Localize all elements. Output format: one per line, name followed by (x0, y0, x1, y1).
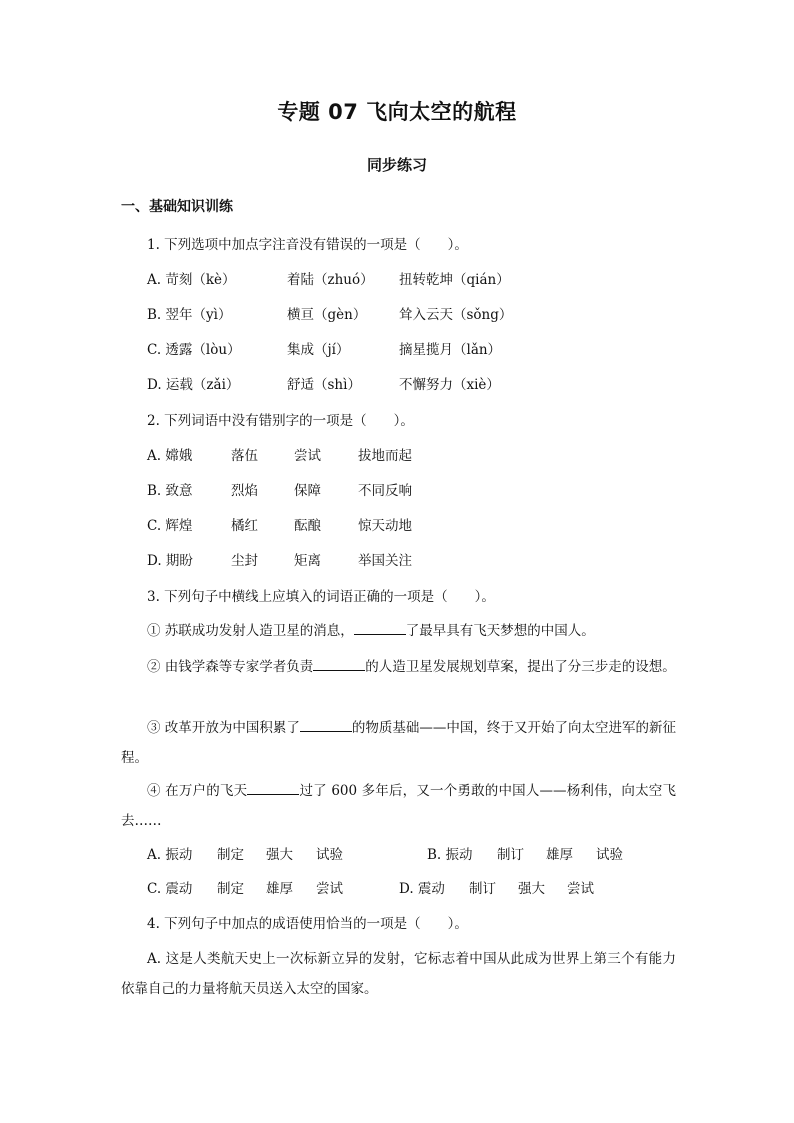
q3-option-d-2: 制订 (469, 881, 496, 897)
q3-option-a-2: 制定 (217, 847, 244, 863)
fill-blank (313, 656, 365, 671)
q1-option-b-2: 横亘（gèn） (287, 307, 367, 323)
q3-option-b-2: 制订 (497, 847, 524, 863)
q4-option-a: A. 这是人类航天史上一次标新立异的发射，它标志着中国从此成为世界上第三个有能力依靠自己的力量将航天员送入太空的国家。 (121, 951, 676, 997)
q1-option-b-3: 耸入云天（sǒng） (399, 307, 513, 323)
q2-option-c-2: 橘红 (231, 518, 258, 534)
q3-s4-part-a: ④ 在万户的飞天 (147, 783, 248, 799)
q3-option-c-4: 尝试 (316, 881, 343, 897)
question-2-stem: 2. 下列词语中没有错别字的一项是（ ）。 (147, 413, 414, 429)
q3-sentence-2 (121, 652, 676, 682)
q2-option-b-3: 保障 (294, 483, 321, 499)
q2-option-c-3: 酝酿 (294, 518, 321, 534)
q2-option-d-4: 举国关注 (358, 553, 412, 569)
fill-blank (247, 780, 299, 795)
q3-option-d-1: D. 震动 (399, 881, 445, 897)
q3-option-a-4: 试验 (316, 847, 343, 863)
section-heading: 一、基础知识训练 (121, 199, 233, 215)
page-title: 专题 07 飞向太空的航程 (277, 100, 517, 124)
question-3-stem: 3. 下列句子中横线上应填入的词语正确的一项是（ ）。 (147, 589, 495, 605)
question-1-stem: 1. 下列选项中加点字注音没有错误的一项是（ ）。 (147, 237, 468, 253)
q2-option-d-2: 尘封 (231, 553, 258, 569)
q3-option-d-3: 强大 (518, 881, 545, 897)
q1-option-d-1: D. 运载（zǎi） (147, 377, 240, 393)
q1-option-a-1: A. 苛刻（kè） (147, 272, 236, 288)
q2-option-b-2: 烈焰 (231, 483, 258, 499)
question-4-stem: 4. 下列句子中加点的成语使用恰当的一项是（ ）。 (147, 916, 468, 932)
q3-option-a-1: A. 振动 (147, 847, 193, 863)
q3-option-b-4: 试验 (596, 847, 623, 863)
q1-option-d-3: 不懈努力（xiè） (399, 377, 500, 393)
q2-option-b-1: B. 致意 (147, 483, 193, 499)
q3-option-c-3: 雄厚 (266, 881, 293, 897)
page-subtitle: 同步练习 (366, 156, 427, 174)
q3-option-c-1: C. 震动 (147, 881, 193, 897)
q3-s3-part-b: 的物质基础——中国，终于又开始了向太空进军的新征程。 (121, 720, 677, 766)
q3-option-d-4: 尝试 (567, 881, 594, 897)
q3-option-b-1: B. 振动 (427, 847, 473, 863)
q1-option-c-1: C. 透露（lòu） (147, 342, 241, 358)
q3-s1-part-b: 了最早具有飞天梦想的中国人。 (405, 623, 595, 639)
q2-option-a-2: 落伍 (231, 448, 258, 464)
q3-s4-part-b: 过了 600 多年后，又一个勇敢的中国人——杨利伟，向太空飞去…… (121, 783, 676, 829)
q2-option-c-1: C. 辉煌 (147, 518, 193, 534)
q1-option-a-3: 扭转乾坤（qián） (399, 272, 510, 288)
q2-option-a-1: A. 嫦娥 (147, 448, 193, 464)
fill-blank (354, 620, 406, 635)
q2-option-a-4: 拔地而起 (358, 448, 412, 464)
q3-s3-part-a: ③ 改革开放为中国积累了 (147, 720, 300, 736)
q3-sentence-1 (121, 616, 676, 646)
q3-sentence-3 (121, 713, 676, 773)
q1-option-b-1: B. 翌年（yì） (147, 307, 232, 323)
q3-option-a-3: 强大 (266, 847, 293, 863)
q1-option-d-2: 舒适（shì） (287, 377, 361, 393)
q1-option-a-2: 着陆（zhuó） (287, 272, 374, 288)
q2-option-d-3: 矩离 (294, 553, 321, 569)
q3-sentence-4 (121, 776, 676, 836)
q1-option-c-3: 摘星揽月（lǎn） (399, 342, 502, 358)
q3-s1-part-a: ① 苏联成功发射人造卫星的消息， (147, 623, 354, 639)
q2-option-b-4: 不同反响 (358, 483, 412, 499)
q3-option-b-3: 雄厚 (546, 847, 573, 863)
q3-option-c-2: 制定 (217, 881, 244, 897)
q3-s2-part-a: ② 由钱学森等专家学者负责 (147, 659, 314, 675)
fill-blank (300, 717, 352, 732)
q2-option-a-3: 尝试 (294, 448, 321, 464)
q2-option-c-4: 惊天动地 (358, 518, 412, 534)
q2-option-d-1: D. 期盼 (147, 553, 193, 569)
q3-s2-part-b: 的人造卫星发展规划草案，提出了分三步走的设想。 (365, 659, 676, 675)
q1-option-c-2: 集成（jí） (287, 342, 350, 358)
